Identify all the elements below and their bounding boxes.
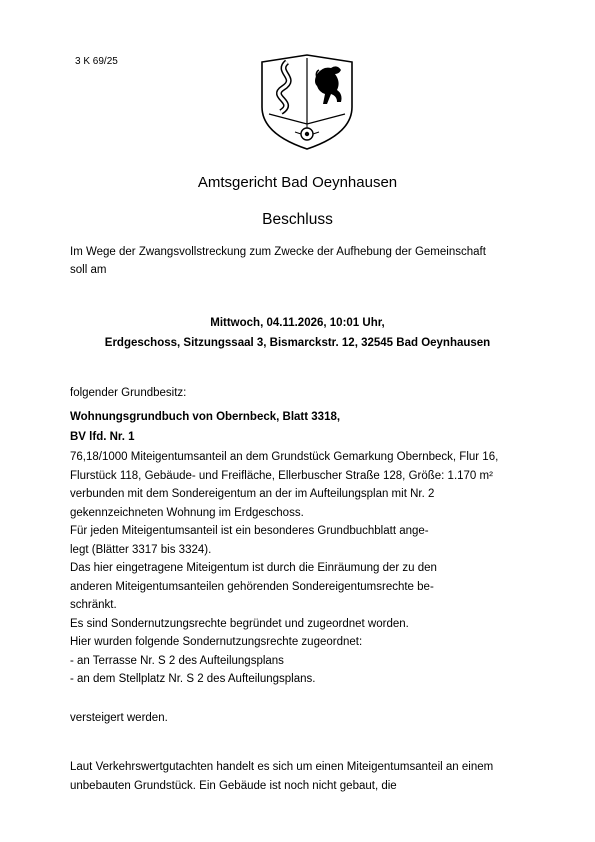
description-line: Hier wurden folgende Sondernutzungsrechte zugeordnet: (70, 636, 363, 648)
description-line: - an Terrasse Nr. S 2 des Aufteilungsplans (70, 654, 284, 667)
description-line: Flurstück 118, Gebäude- und Freifläche, Ellerbuscher Straße 128, Größe: 1.170 m² (70, 469, 493, 482)
case-number: 3 K 69/25 (75, 56, 118, 67)
description-line: anderen Miteigentumsanteilen gehörenden Sondereigentumsrechte be- (70, 580, 434, 593)
expert-paragraph (70, 758, 493, 796)
description-line: - an dem Stellplatz Nr. S 2 des Aufteilungsplans. (70, 673, 316, 685)
intro-line: soll am (70, 264, 107, 276)
property-title: Wohnungsgrundbuch von Obernbeck, Blatt 3318, (70, 411, 341, 423)
appointment-block (0, 313, 595, 353)
description-line: 76,18/1000 Miteigentumsanteil an dem Grundstück Gemarkung Obernbeck, Flur 16, (70, 451, 499, 463)
intro-line: Im Wege der Zwangsvollstreckung zum Zwecke der Aufhebung der Gemeinschaft (70, 246, 486, 258)
appointment-datetime: Mittwoch, 04.11.2026, 10:01 Uhr, (210, 317, 385, 329)
document-type: Beschluss (262, 211, 333, 228)
description-line: schränkt. (70, 599, 117, 611)
appointment-location: Erdgeschoss, Sitzungssaal 3, Bismarckstr. 12, 32545 Bad Oeynhausen (104, 337, 491, 349)
description-line: legt (Blätter 3317 bis 3324). (70, 543, 212, 556)
description-line: Es sind Sondernutzungsrechte begründet und zugeordnet worden. (70, 617, 409, 630)
property-lead: folgender Grundbesitz: (70, 387, 187, 399)
auction-statement: versteigert werden. (70, 712, 168, 724)
property-bv: BV lfd. Nr. 1 (70, 431, 135, 443)
description-line: Das hier eingetragene Miteigentum ist durch die Einräumung der zu den (70, 562, 437, 574)
property-description (70, 448, 498, 689)
description-line: gekennzeichneten Wohnung im Erdgeschoss. (70, 506, 304, 519)
intro-paragraph (70, 243, 486, 279)
description-line: Für jeden Miteigentumsanteil ist ein besonderes Grundbuchblatt ange- (70, 525, 429, 537)
court-name: Amtsgericht Bad Oeynhausen (197, 174, 398, 191)
description-line: verbunden mit dem Sondereigentum an der im Aufteilungsplan mit Nr. 2 (70, 488, 435, 500)
expert-line: Laut Verkehrswertgutachten handelt es sich um einen Miteigentumsanteil an einem (70, 761, 494, 773)
nrw-coat-of-arms-icon (257, 52, 357, 152)
expert-line: unbebauten Grundstück. Ein Gebäude ist noch nicht gebaut, die (70, 780, 397, 792)
